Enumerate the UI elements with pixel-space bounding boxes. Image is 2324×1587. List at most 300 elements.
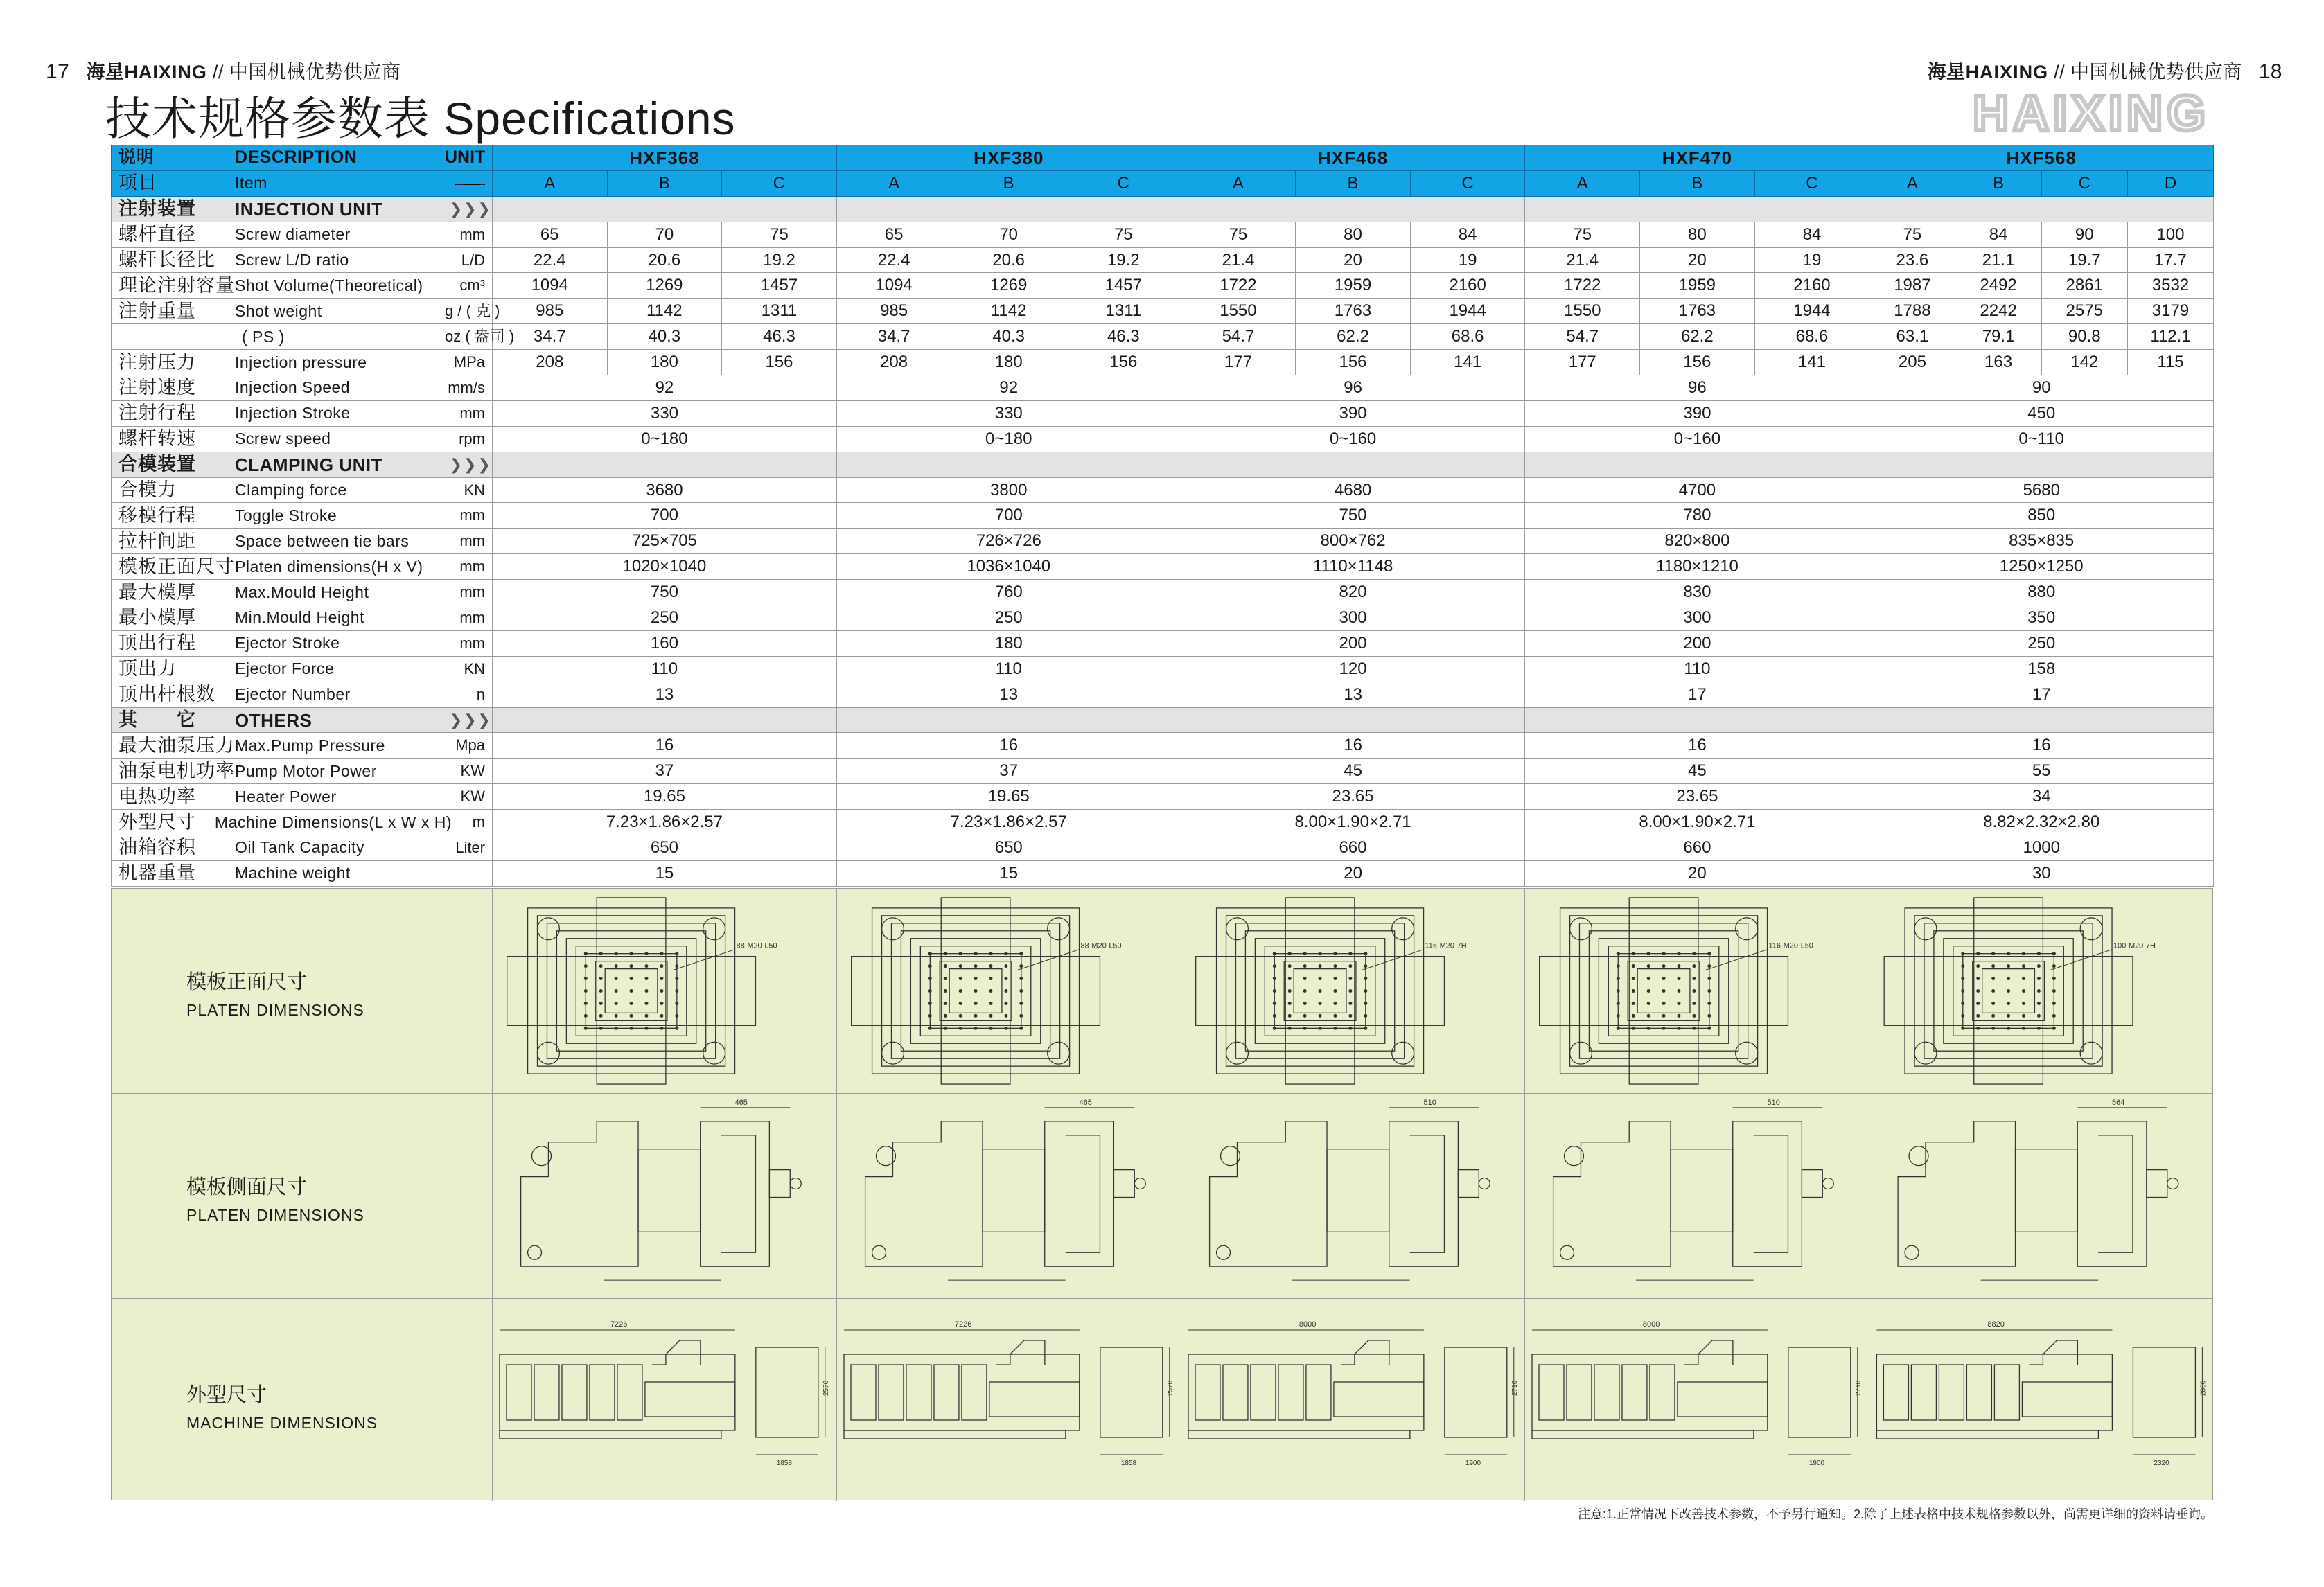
value-cell: 2160 [1410, 273, 1525, 299]
row-label [112, 426, 493, 452]
value-cell: 300 [1181, 605, 1525, 631]
value-cell: 5680 [1869, 477, 2214, 503]
value-cell: 110 [836, 656, 1181, 682]
specifications-table [111, 145, 2214, 887]
value-cell: 1142 [951, 299, 1066, 324]
label-zh: 机器重量 [118, 862, 196, 884]
value-cell: 1722 [1181, 273, 1296, 299]
drawing-row-label [112, 1299, 493, 1501]
svg-text:8820: 8820 [1987, 1320, 2005, 1329]
svg-text:1858: 1858 [1120, 1459, 1136, 1467]
table-row [112, 580, 2214, 605]
value-cell: 55 [1869, 759, 2214, 784]
row-label [112, 273, 493, 299]
label-unit: oz ( 盎司 ) [445, 328, 515, 346]
svg-text:510: 510 [1423, 1098, 1436, 1107]
value-cell: 700 [836, 503, 1181, 529]
value-cell: 65 [836, 222, 951, 247]
platen-side-drawing [493, 1094, 837, 1298]
value-cell: 450 [1869, 400, 2214, 426]
value-cell: 100 [2127, 222, 2213, 247]
watermark-text: HAIXING [1972, 86, 2210, 141]
variant-header: C [722, 170, 837, 196]
value-cell: 20 [1640, 247, 1755, 273]
slogan-right: // 中国机械优势供应商 [2054, 62, 2242, 82]
label-en: Ejector Stroke [235, 634, 340, 653]
row-label [112, 145, 493, 171]
label-en: Max.Pump Pressure [235, 736, 385, 754]
section-blank [836, 452, 1181, 477]
value-cell: 63.1 [1869, 324, 1955, 350]
drawings-panel [111, 888, 2213, 1500]
value-cell: 725×705 [493, 529, 837, 554]
value-cell: 1036×1040 [836, 554, 1181, 580]
row-label [112, 707, 493, 733]
label-en: CLAMPING UNIT [235, 454, 383, 475]
value-cell: 177 [1181, 350, 1296, 375]
section-header-row [112, 707, 2214, 733]
value-cell: 75 [1181, 222, 1296, 247]
value-cell: 141 [1410, 350, 1525, 375]
value-cell: 1094 [836, 273, 951, 299]
value-cell: 21.4 [1525, 247, 1640, 273]
model-header: HXF568 [1869, 145, 2214, 171]
value-cell: 22.4 [836, 247, 951, 273]
label-unit: KW [460, 762, 485, 780]
value-cell: 4680 [1181, 477, 1525, 503]
platen-front-drawing [1181, 889, 1526, 1093]
label-en: OTHERS [235, 709, 312, 731]
value-cell: 830 [1525, 580, 1869, 605]
label-zh: 外型尺寸 [118, 811, 196, 833]
variant-header: A [1181, 170, 1296, 196]
value-cell: 250 [493, 605, 837, 631]
variant-header: C [2041, 170, 2127, 196]
value-cell: 96 [1181, 375, 1525, 401]
value-cell: 1788 [1869, 299, 1955, 324]
label-zh: 最小模厚 [118, 607, 196, 628]
value-cell: 16 [493, 733, 837, 759]
value-cell: 650 [493, 835, 837, 861]
value-cell: 19.7 [2041, 247, 2127, 273]
row-label [112, 682, 493, 707]
model-header: HXF470 [1525, 145, 1869, 171]
drawing-label-en: MACHINE DIMENSIONS [186, 1414, 378, 1432]
table-row [112, 503, 2214, 529]
machine-outline-drawing [493, 1299, 837, 1501]
label-unit: cm³ [459, 276, 485, 294]
svg-text:2710: 2710 [1511, 1380, 1519, 1397]
row-label [112, 529, 493, 554]
variant-header: B [1955, 170, 2041, 196]
value-cell: 1763 [1640, 299, 1755, 324]
platen-front-drawing [837, 889, 1181, 1093]
label-unit: m [472, 813, 485, 831]
value-cell: 23.65 [1181, 784, 1525, 810]
label-zh: 注射行程 [118, 402, 196, 424]
platen-front-drawing [1525, 889, 1869, 1093]
brand-zh-right: 海星 [1927, 62, 1966, 82]
section-header-row [112, 196, 2214, 222]
label-en: INJECTION UNIT [235, 198, 383, 220]
label-en: Toggle Stroke [235, 506, 337, 524]
value-cell: 726×726 [836, 529, 1181, 554]
label-unit: mm [459, 558, 485, 576]
drawing-row [112, 889, 2212, 1094]
label-en: Min.Mould Height [235, 608, 364, 627]
row-label [112, 299, 500, 324]
value-cell: 1944 [1754, 299, 1869, 324]
table-header-models [112, 145, 2214, 171]
svg-text:8000: 8000 [1299, 1320, 1316, 1329]
svg-text:8000: 8000 [1643, 1320, 1660, 1329]
value-cell: 1000 [1869, 835, 2214, 861]
value-cell: 92 [836, 375, 1181, 401]
table-row [112, 247, 2214, 273]
variant-header: D [2127, 170, 2213, 196]
table-header-variants [112, 170, 2214, 196]
label-en: ( PS ) [242, 327, 285, 346]
row-label [112, 452, 493, 477]
label-zh: 移模行程 [118, 504, 196, 526]
section-blank [1525, 707, 1869, 733]
label-en: Oil Tank Capacity [235, 838, 365, 857]
value-cell: 1250×1250 [1869, 554, 2214, 580]
value-cell: 200 [1525, 630, 1869, 656]
variant-header: C [1754, 170, 1869, 196]
value-cell: 70 [607, 222, 722, 247]
machine-outline-drawing [1181, 1299, 1526, 1501]
variant-header: B [1640, 170, 1755, 196]
label-zh: 注射速度 [118, 377, 196, 398]
label-unit: mm [459, 506, 485, 524]
label-unit: mm [459, 532, 485, 550]
drawing-row-label [112, 1094, 493, 1298]
value-cell: 112.1 [2127, 324, 2213, 350]
value-cell: 156 [722, 350, 837, 375]
value-cell: 19.2 [1066, 247, 1181, 273]
value-cell: 62.2 [1296, 324, 1411, 350]
svg-text:88-M20-L50: 88-M20-L50 [736, 941, 777, 950]
value-cell: 3179 [2127, 299, 2213, 324]
value-cell: 200 [1181, 630, 1525, 656]
row-label [112, 810, 493, 835]
value-cell: 68.6 [1410, 324, 1525, 350]
value-cell: 1763 [1296, 299, 1411, 324]
label-zh: 顶出力 [118, 658, 177, 680]
value-cell: 800×762 [1181, 529, 1525, 554]
value-cell: 17.7 [2127, 247, 2213, 273]
value-cell: 1944 [1410, 299, 1525, 324]
value-cell: 84 [1410, 222, 1525, 247]
section-blank [1869, 707, 2214, 733]
label-zh: 注射重量 [118, 300, 196, 321]
value-cell: 34.7 [836, 324, 951, 350]
value-cell: 750 [493, 580, 837, 605]
label-zh: 顶出行程 [118, 632, 196, 654]
value-cell: 20.6 [951, 247, 1066, 273]
table-row [112, 554, 2214, 580]
value-cell: 75 [722, 222, 837, 247]
drawing-row [112, 1094, 2212, 1299]
value-cell: 19.65 [836, 784, 1181, 810]
label-zh: 顶出杆根数 [118, 684, 215, 705]
value-cell: 70 [951, 222, 1066, 247]
svg-text:564: 564 [2112, 1098, 2125, 1107]
drawing-row-label [112, 889, 493, 1093]
section-blank [836, 196, 1181, 222]
value-cell: 250 [1869, 630, 2214, 656]
value-cell: 15 [836, 860, 1181, 886]
value-cell: 1987 [1869, 273, 1955, 299]
value-cell: 8.82×2.32×2.80 [1869, 810, 2214, 835]
value-cell: 68.6 [1754, 324, 1869, 350]
platen-front-drawing [1869, 889, 2214, 1093]
value-cell: 16 [1869, 733, 2214, 759]
table-row [112, 835, 2214, 861]
value-cell: 205 [1869, 350, 1955, 375]
haixing-watermark-logo [1969, 86, 2213, 141]
value-cell: 180 [836, 630, 1181, 656]
platen-front-drawing [493, 889, 837, 1093]
table-row [112, 630, 2214, 656]
section-blank [493, 452, 837, 477]
section-arrows-icon: ❯❯❯ [449, 711, 492, 729]
variant-header: A [493, 170, 608, 196]
drawing-label-en: PLATEN DIMENSIONS [186, 1206, 364, 1224]
label-unit: KN [464, 481, 485, 499]
value-cell: 110 [1525, 656, 1869, 682]
value-cell: 2492 [1955, 273, 2041, 299]
value-cell: 19 [1410, 247, 1525, 273]
label-unit: n [476, 685, 485, 703]
value-cell: 1269 [607, 273, 722, 299]
section-blank [1869, 196, 2214, 222]
value-cell: 92 [493, 375, 837, 401]
brand-zh-left: 海星 [86, 62, 125, 82]
value-cell: 30 [1869, 860, 2214, 886]
value-cell: 156 [1640, 350, 1755, 375]
label-unit: L/D [461, 251, 485, 269]
row-label [112, 247, 493, 273]
value-cell: 2575 [2041, 299, 2127, 324]
value-cell: 8.00×1.90×2.71 [1525, 810, 1869, 835]
brand-logo-left: HAIXING [124, 62, 207, 82]
label-zh: 拉杆间距 [118, 530, 196, 551]
value-cell: 7.23×1.86×2.57 [493, 810, 837, 835]
table-row [112, 656, 2214, 682]
value-cell: 19.2 [722, 247, 837, 273]
label-en: Platen dimensions(H x V) [235, 557, 423, 576]
value-cell: 390 [1181, 400, 1525, 426]
value-cell: 16 [836, 733, 1181, 759]
label-zh: 最大油泵压力 [118, 734, 235, 756]
label-zh: 螺杆直径 [118, 224, 196, 245]
label-en: Screw diameter [235, 225, 351, 244]
drawing-label-zh: 模板正面尺寸 [186, 971, 308, 993]
label-en: Shot weight [235, 301, 322, 320]
value-cell: 660 [1181, 835, 1525, 861]
value-cell: 80 [1640, 222, 1755, 247]
value-cell: 3532 [2127, 273, 2213, 299]
label-en: Injection Speed [235, 378, 351, 397]
value-cell: 23.65 [1525, 784, 1869, 810]
label-unit: mm [459, 225, 485, 243]
value-cell: 142 [2041, 350, 2127, 375]
value-cell: 0~160 [1525, 426, 1869, 452]
value-cell: 208 [493, 350, 608, 375]
value-cell: 1180×1210 [1525, 554, 1869, 580]
value-cell: 3800 [836, 477, 1181, 503]
value-cell: 4700 [1525, 477, 1869, 503]
label-zh: 说明 [118, 148, 155, 168]
label-unit: Liter [455, 838, 485, 856]
footnote: 注意:1.正常情况下改善技术参数，不予另行通知。2.除了上述表格中技术规格参数以外，尚需更详细的资料请垂询。 [1577, 1507, 2213, 1521]
value-cell: 0~110 [1869, 426, 2214, 452]
value-cell: 62.2 [1640, 324, 1755, 350]
section-blank [1181, 707, 1525, 733]
value-cell: 20 [1181, 860, 1525, 886]
value-cell: 1550 [1181, 299, 1296, 324]
svg-text:2800: 2800 [2199, 1380, 2208, 1396]
value-cell: 75 [1066, 222, 1181, 247]
value-cell: 40.3 [607, 324, 722, 350]
value-cell: 1550 [1525, 299, 1640, 324]
table-row [112, 400, 2214, 426]
value-cell: 141 [1754, 350, 1869, 375]
value-cell: 45 [1181, 759, 1525, 784]
drawing-label-zh: 模板侧面尺寸 [186, 1176, 308, 1198]
row-label [112, 324, 515, 350]
svg-text:510: 510 [1767, 1098, 1781, 1107]
platen-side-drawing [1525, 1094, 1869, 1298]
value-cell: 820 [1181, 580, 1525, 605]
value-cell: 1457 [722, 273, 837, 299]
value-cell: 20.6 [607, 247, 722, 273]
table-row [112, 810, 2214, 835]
row-label [112, 733, 493, 759]
label-unit: mm [459, 583, 485, 601]
value-cell: 19 [1754, 247, 1869, 273]
value-cell: 163 [1955, 350, 2041, 375]
label-unit: MPa [453, 353, 485, 371]
value-cell: 115 [2127, 350, 2213, 375]
value-cell: 34.7 [493, 324, 608, 350]
value-cell: 46.3 [722, 324, 837, 350]
table-row [112, 605, 2214, 631]
variant-header: C [1410, 170, 1525, 196]
value-cell: 208 [836, 350, 951, 375]
value-cell: 13 [493, 682, 837, 707]
svg-text:1900: 1900 [1809, 1459, 1825, 1467]
value-cell: 8.00×1.90×2.71 [1181, 810, 1525, 835]
value-cell: 1311 [722, 299, 837, 324]
value-cell: 850 [1869, 503, 2214, 529]
value-cell: 780 [1525, 503, 1869, 529]
section-blank [1525, 196, 1869, 222]
label-unit: rpm [459, 429, 485, 447]
label-zh: 最大模厚 [118, 581, 196, 603]
value-cell: 250 [836, 605, 1181, 631]
table-row [112, 682, 2214, 707]
value-cell: 180 [607, 350, 722, 375]
row-label [112, 860, 493, 886]
value-cell: 1722 [1525, 273, 1640, 299]
svg-text:88-M20-L50: 88-M20-L50 [1080, 941, 1122, 950]
value-cell: 13 [836, 682, 1181, 707]
drawing-label-en: PLATEN DIMENSIONS [186, 1001, 364, 1019]
table-row [112, 324, 2214, 350]
table-row [112, 375, 2214, 401]
svg-text:2570: 2570 [822, 1380, 830, 1397]
value-cell: 90 [2041, 222, 2127, 247]
value-cell: 177 [1525, 350, 1640, 375]
label-zh: 螺杆转速 [118, 428, 196, 450]
variant-header: B [1296, 170, 1411, 196]
value-cell: 0~160 [1181, 426, 1525, 452]
svg-text:2320: 2320 [2154, 1460, 2169, 1467]
variant-header: B [607, 170, 722, 196]
label-en: Space between tie bars [235, 531, 410, 550]
label-zh: 合模力 [118, 479, 177, 501]
label-en: Shot Volume(Theoretical) [235, 276, 423, 294]
table-row [112, 299, 2214, 324]
label-en: Clamping force [235, 481, 347, 499]
label-en: Injection Stroke [235, 404, 351, 423]
page-number-left: 17 [46, 60, 70, 83]
value-cell: 19.65 [493, 784, 837, 810]
value-cell: 84 [1955, 222, 2041, 247]
value-cell: 700 [493, 503, 837, 529]
value-cell: 13 [1181, 682, 1525, 707]
machine-outline-drawing [1525, 1299, 1869, 1501]
value-cell: 65 [493, 222, 608, 247]
svg-text:2710: 2710 [1855, 1380, 1863, 1397]
section-blank [493, 196, 837, 222]
row-label [112, 400, 493, 426]
value-cell: 75 [1869, 222, 1955, 247]
label-en: Ejector Number [235, 685, 351, 704]
table-row [112, 860, 2214, 886]
section-blank [1181, 452, 1525, 477]
section-header-row [112, 452, 2214, 477]
label-en: Ejector Force [235, 659, 335, 678]
variant-header: A [1525, 170, 1640, 196]
value-cell: 1311 [1066, 299, 1181, 324]
row-label [112, 503, 493, 529]
variant-header: A [836, 170, 951, 196]
label-zh: 理论注射容量 [118, 274, 235, 296]
label-unit: KN [464, 659, 485, 677]
value-cell: 1457 [1066, 273, 1181, 299]
label-zh: 注射装置 [118, 198, 196, 220]
page-number-right: 18 [2258, 60, 2282, 83]
row-label [112, 656, 493, 682]
variant-header: A [1869, 170, 1955, 196]
value-cell: 985 [493, 299, 608, 324]
section-blank [1869, 452, 2214, 477]
header-left [46, 57, 400, 84]
value-cell: 34 [1869, 784, 2214, 810]
value-cell: 1269 [951, 273, 1066, 299]
label-en: Machine weight [235, 864, 351, 883]
svg-text:116-M20-7H: 116-M20-7H [1425, 941, 1467, 950]
label-unit: mm [459, 404, 485, 422]
label-unit: —— [455, 174, 485, 192]
label-en: Max.Mould Height [235, 583, 369, 601]
label-en: DESCRIPTION [235, 148, 358, 168]
value-cell: 180 [951, 350, 1066, 375]
